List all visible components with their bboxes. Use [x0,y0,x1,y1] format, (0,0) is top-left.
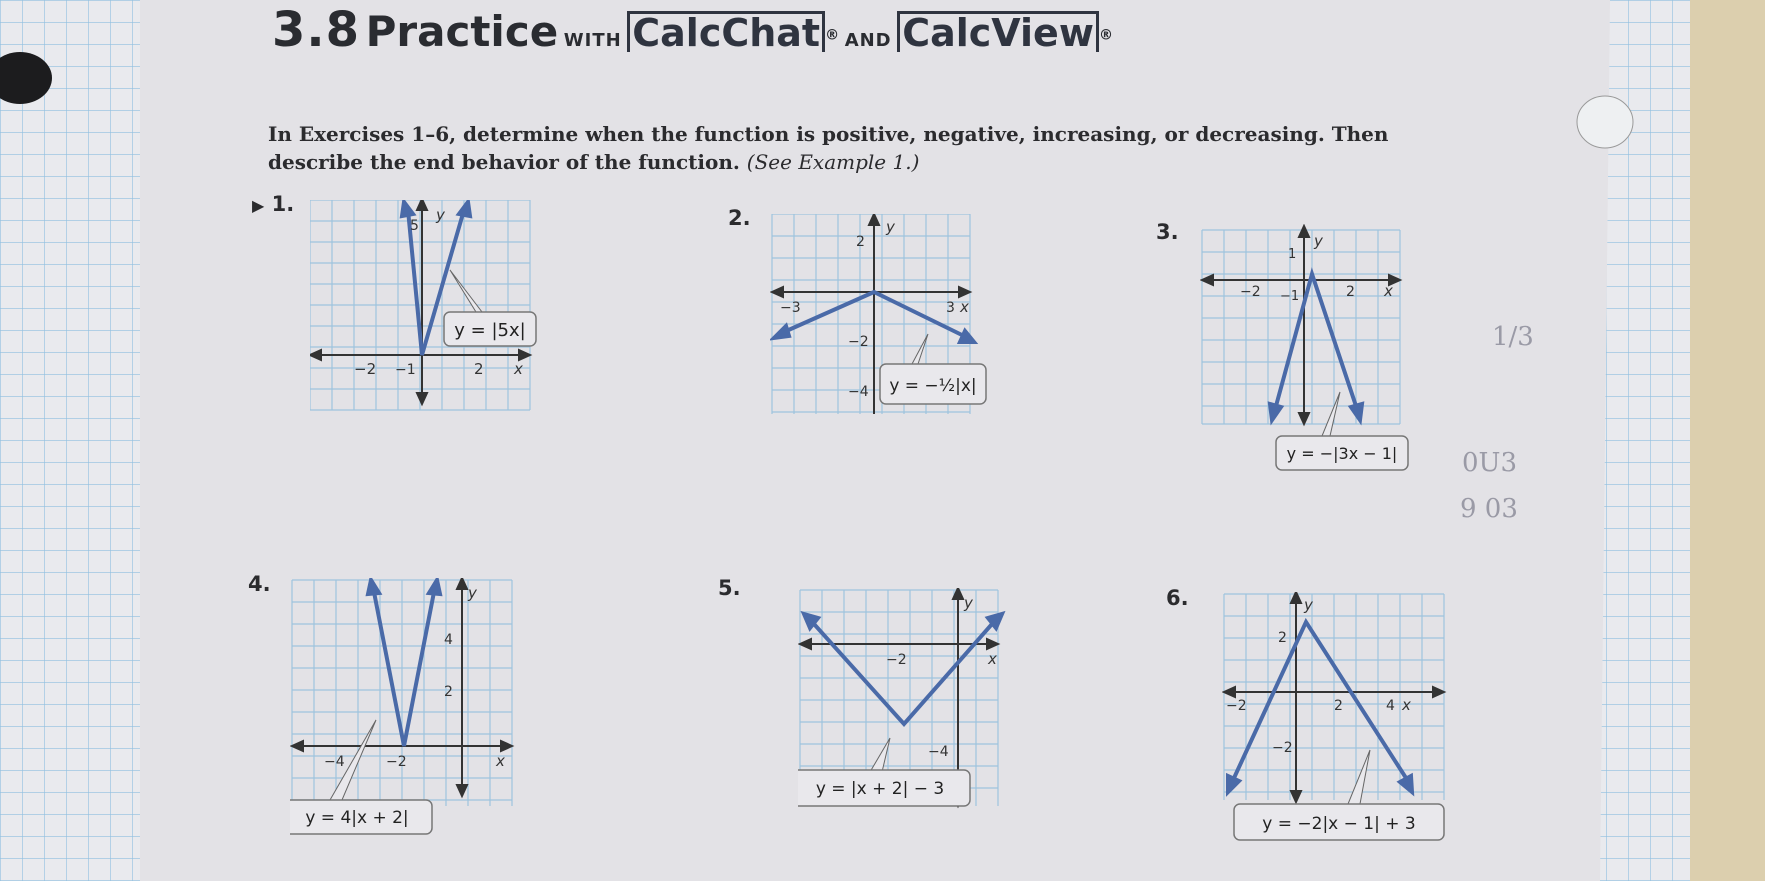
graph-1-equation: y = |5x| [454,320,526,341]
arrow-left-icon [1224,687,1235,697]
graph-1-y-tick-neg1: −1 [395,362,416,378]
arrow-right-icon [959,287,970,297]
arrow-up-icon [869,214,879,225]
graph-3-x-label: x [1384,282,1393,300]
graph-1-y-label: y [436,206,445,224]
calcchat-logo: CalcChat [627,11,825,52]
arrow-down-icon [1299,413,1309,424]
graph-3 [1200,224,1410,474]
title-and: AND [844,30,892,51]
graph-3-grid [1202,230,1400,424]
graph-4-equation: y = 4|x + 2| [305,808,409,828]
graph-4 [290,578,530,838]
handwritten-fraction: 1/3 [1492,322,1534,352]
graph-3-y-tick-neg1: −1 [1280,289,1300,304]
graph-6 [1222,592,1452,844]
arrow-left-icon [800,639,811,649]
title-with: WITH [563,30,622,51]
graph-6-y-tick-neg2: −2 [1272,740,1293,756]
graph-1 [310,200,540,420]
graph-3-y-label: y [1314,232,1323,250]
graph-4-curve [368,580,440,746]
graph-6-y-tick-2: 2 [1278,630,1287,646]
arrow-right-icon [501,741,512,751]
graph-2-y-tick-2: 2 [856,234,865,250]
graph-3-y-tick-1: 1 [1288,247,1297,262]
graph-6-y-label: y [1304,596,1313,614]
graph-6-equation: y = −2|x − 1| + 3 [1262,814,1416,834]
instructions-text: In Exercises 1–6, determine when the function is positive, negative, increasing, or decreasing. Then describe the end behavior of the function. [268,122,1389,174]
arrow-left-icon [1202,275,1213,285]
graph-1-y-tick-5: 5 [410,218,419,234]
graph-2-y-label: y [886,218,895,236]
arrow-up-icon [1299,226,1309,237]
graph-6-x-tick-4: 4 [1386,698,1395,714]
exercise-5-number: 5. [718,576,741,600]
graph-1-x-label: x [514,360,523,378]
handwritten-note-1: 0U3 [1462,448,1517,478]
exercise-4-number: 4. [248,572,271,596]
graph-2-x-tick-neg3: −3 [780,300,801,316]
graph-2-x-tick-3: 3 [946,300,955,316]
graph-5-equation: y = |x + 2| − 3 [815,779,945,799]
arrow-right-icon [987,639,998,649]
arrow-left-icon [310,350,321,360]
arrow-left-icon [292,741,303,751]
graph-4-x-tick-neg4: −4 [324,754,345,770]
play-icon: ▶ [252,196,265,215]
graph-2-equation: y = −½|x| [889,376,977,396]
graph-1-x-tick-neg2: −2 [354,360,377,378]
arrow-right-icon [519,350,530,360]
arrow-up-icon [417,200,427,210]
graph-4-y-label: y [468,584,477,602]
graph-6-x-label: x [1402,696,1411,714]
callout-pointer [1348,750,1370,804]
exercise-2-number: 2. [728,206,751,230]
graph-6-curve [1228,622,1412,792]
graph-5 [798,588,1018,818]
graph-3-x-tick-neg2: −2 [1240,284,1261,300]
title-word: Practice [365,7,559,56]
graph-4-x-label: x [496,752,505,770]
graph-3-equation: y = −|3x − 1| [1286,444,1398,463]
arrow-left-icon [772,287,783,297]
graph-2-y-tick-neg4: −4 [848,384,869,400]
graph-6-x-tick-2: 2 [1334,698,1343,714]
graph-2 [770,214,990,424]
graph-2-y-tick-neg2: −2 [848,334,869,350]
graph-5-x-tick-neg2: −2 [886,652,907,668]
arrow-right-icon [1433,687,1444,697]
section-number: 3.8 [272,2,361,58]
instructions [268,120,1488,176]
exercise-6-number: 6. [1166,586,1189,610]
graph-6-grid [1224,594,1444,800]
graph-5-x-label: x [988,650,997,668]
graph-5-curve [804,614,1002,724]
graph-4-grid [292,580,512,806]
arrow-down-icon [417,393,427,404]
callout-pointer [870,738,890,772]
graph-4-y-tick-4: 4 [444,632,453,648]
callout-pointer [450,270,482,312]
graph-1-x-tick-2: 2 [474,360,484,378]
callout-pointer [1322,392,1340,436]
graph-6-x-tick-neg2: −2 [1226,698,1247,714]
graph-5-y-label: y [964,594,973,612]
arrow-down-icon [457,785,467,796]
graph-4-y-tick-2: 2 [444,684,453,700]
registered-mark: ® [825,27,840,44]
section-title [272,2,1113,58]
graph-1-grid [310,200,530,410]
graph-2-x-label: x [960,298,969,316]
graph-4-x-tick-neg2: −2 [386,754,407,770]
see-example: (See Example 1.) [746,150,920,174]
calcview-logo: CalcView [897,11,1099,52]
arrow-down-icon [1291,791,1301,802]
graph-3-x-tick-2: 2 [1346,284,1355,300]
registered-mark: ® [1098,27,1113,44]
exercise-1-number: ▶ 1. [252,192,295,216]
handwritten-note-2: 9 03 [1460,494,1518,524]
exercise-3-number: 3. [1156,220,1179,244]
graph-5-y-tick-neg4: −4 [928,744,949,760]
